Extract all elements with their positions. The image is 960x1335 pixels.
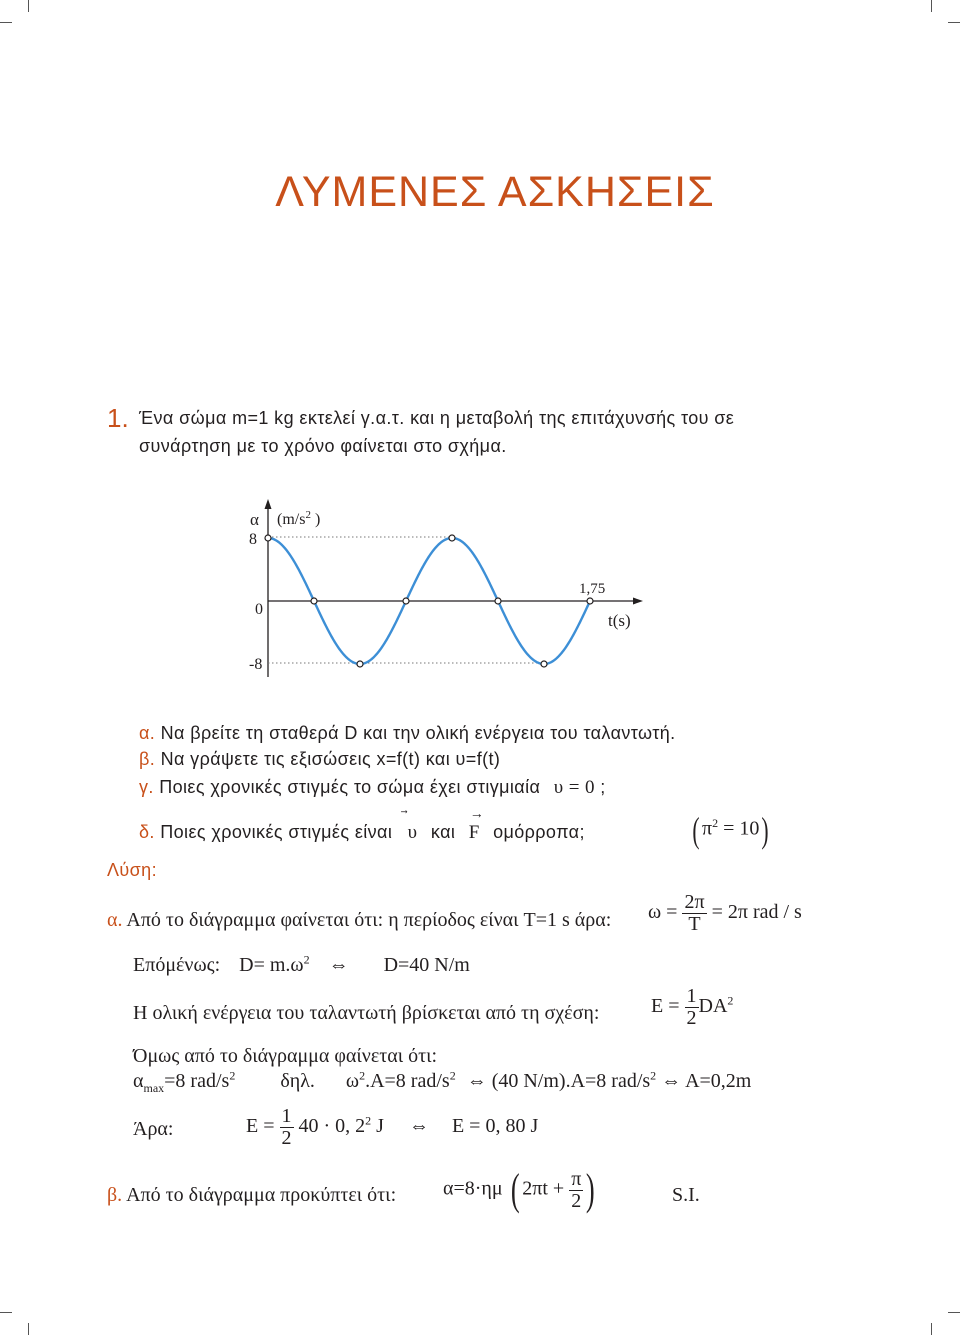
- crop-mark: [0, 1312, 12, 1313]
- d-line: Επόμένως: $D= m.\omega^2$ ⇔ D=40 N/m: [133, 952, 470, 976]
- data-point: [587, 598, 593, 604]
- data-point: [541, 661, 547, 667]
- time-annotation: 1,75: [579, 581, 606, 597]
- question-text: Να βρείτε τη σταθερά D και την ολική ενέργεια του ταλαντωτή.: [160, 723, 676, 743]
- question-end: ομόρροπα;: [493, 822, 585, 842]
- solution-a-label: α.: [107, 909, 123, 931]
- y-tick-label: -8: [249, 656, 263, 673]
- ara-label: Άρα:: [133, 1118, 174, 1140]
- question-label: α.: [139, 723, 156, 743]
- question-end: ;: [600, 777, 606, 797]
- data-point: [357, 661, 363, 667]
- data-point: [495, 598, 501, 604]
- data-point: [449, 535, 455, 541]
- question-a: [139, 723, 676, 744]
- question-label: δ.: [139, 822, 155, 842]
- solution-a-text: Από το διάγραμμα φαίνεται ότι: η περίοδος είναι T=1 s άρα:: [126, 909, 612, 931]
- data-point: [403, 598, 409, 604]
- crop-mark: [931, 1323, 932, 1335]
- kai-word: και: [430, 822, 456, 842]
- question-b: [139, 749, 500, 770]
- question-label: β.: [139, 749, 156, 769]
- problem-line-2: συνάρτηση με το χρόνο φαίνεται στο σχήμα.: [139, 436, 507, 456]
- problem-number: 1.: [107, 403, 129, 433]
- crop-mark: [28, 1323, 29, 1335]
- x-axis-label: t(s): [608, 611, 631, 630]
- question-d: [139, 807, 585, 844]
- final-energy: E = $\frac{1}{2}$ 40 · 0, $2^2$ J ⇔ E = 0, 80 J: [246, 1105, 539, 1149]
- y-axis-unit: ($m/s^2$ ): [277, 509, 321, 528]
- velocity-vector: ⃗ υ: [407, 810, 418, 843]
- y-axis-label: α: [250, 510, 259, 529]
- y-tick-label: 8: [249, 531, 257, 548]
- solution-b-label: β.: [107, 1184, 123, 1206]
- acceleration-equation: α=8·ημ ( 2πt + $\frac{\pi}{2}$ ): [443, 1165, 596, 1214]
- omos-line: Όμως από το διάγραμμα φαίνεται ότι:: [133, 1045, 438, 1067]
- crop-mark: [948, 22, 960, 23]
- question-text: Ποιες χρονικές στιγμές είναι: [160, 822, 393, 842]
- problem-line-1: Ένα σώμα m=1 kg εκτελεί γ.α.τ. και η μεταβολή της επιτάχυνσής του σε: [139, 408, 735, 428]
- acceleration-chart: [230, 495, 660, 685]
- y-tick-label: 0: [255, 601, 263, 618]
- solution-label: Λύση:: [107, 860, 157, 880]
- solution-a-line: [107, 909, 611, 932]
- solution-b-line: [107, 1184, 396, 1207]
- question-c: [139, 777, 606, 799]
- crop-mark: [948, 1312, 960, 1313]
- energy-formula: E = $\frac{1}{2}$ $DA^2$: [651, 985, 734, 1029]
- omega-formula: ω = $\frac{2\pi}{T}$ = 2π rad / s: [648, 891, 802, 935]
- velocity-zero: υ = 0: [553, 777, 595, 798]
- question-label: γ.: [139, 777, 154, 797]
- force-vector: → F: [468, 807, 485, 843]
- page-title: ΛΥΜΕΝΕΣ ΑΣΚΗΣΕΙΣ: [275, 168, 715, 216]
- pi-hint: ( $\pi^2 = 10$): [692, 810, 769, 850]
- crop-mark: [0, 22, 12, 23]
- solution-b-text: Από το διάγραμμα προκύπτει ότι:: [126, 1184, 397, 1206]
- si-units: S.I.: [672, 1184, 700, 1206]
- question-text: Να γράψετε τις εξισώσεις x=f(t) και υ=f(t): [160, 749, 501, 769]
- question-text: Ποιες χρονικές στιγμές το σώμα έχει στιγμιαία: [159, 777, 541, 797]
- amax-line: $\alpha_{max}=8$ rad/$s^2$ δηλ. $\omega^2.A=8$ rad/$s^2$ ⇔ (40 N/m).A=8 rad/$s^2$ ⇔ A=0,2m: [133, 1068, 752, 1095]
- data-point: [265, 535, 271, 541]
- crop-mark: [28, 0, 29, 12]
- energy-line: Η ολική ενέργεια του ταλαντωτή βρίσκεται από τη σχέση:: [133, 1002, 600, 1024]
- crop-mark: [931, 0, 932, 12]
- data-point: [311, 598, 317, 604]
